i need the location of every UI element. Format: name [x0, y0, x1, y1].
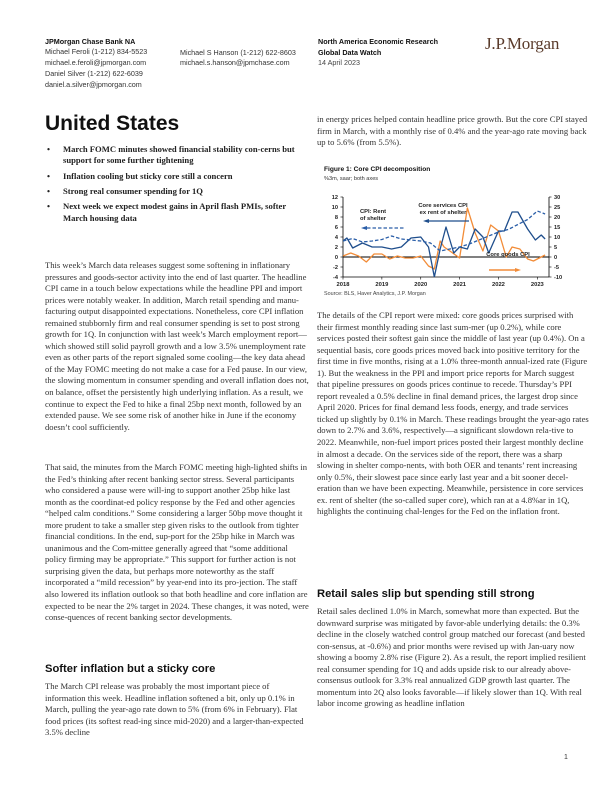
figure-title: Figure 1: Core CPI decomposition — [324, 166, 431, 173]
x-tick-label: 2023 — [530, 282, 544, 288]
left-tick-label: 0 — [334, 255, 338, 261]
key-point-text: Strong real consumer spending for 1Q — [63, 185, 203, 196]
right-tick-label: 15 — [554, 225, 561, 231]
author-email[interactable]: daniel.a.silver@jpmorgan.com — [45, 79, 142, 89]
right-tick-label: 25 — [554, 205, 561, 211]
author-email[interactable]: michael.s.hanson@jpmchase.com — [180, 57, 290, 67]
x-tick-label: 2021 — [453, 282, 467, 288]
key-point-text: March FOMC minutes showed financial stability con-cerns but support for some further tightening — [63, 144, 295, 166]
left-tick-label: 8 — [334, 215, 338, 221]
annotation-rent-of-shelter: of shelter — [359, 216, 387, 222]
left-tick-label: 6 — [334, 225, 338, 231]
bullet-icon: • — [47, 144, 51, 154]
right-tick-label: 10 — [554, 235, 561, 241]
x-tick-label: 2022 — [492, 282, 505, 288]
bullet-icon: • — [47, 185, 51, 196]
arrow-left-icon — [361, 226, 367, 230]
key-point-text: Next week we expect modest gains in April flash PMIs, softer March housing data — [63, 201, 287, 223]
key-point — [45, 201, 310, 223]
annotation-core-services: ex rent of shelter — [419, 210, 467, 216]
x-tick-label: 2018 — [336, 282, 350, 288]
organization-name: JPMorgan Chase Bank NA — [45, 37, 136, 46]
annotation-rent-of-shelter: CPI: Rent — [359, 209, 387, 215]
left-tick-label: -4 — [333, 275, 338, 281]
arrow-right-icon — [515, 268, 521, 272]
bullet-icon: • — [47, 170, 51, 181]
publication-date: 14 April 2023 — [318, 58, 360, 68]
key-point-text: Inflation cooling but sticky core still a concern — [63, 170, 233, 181]
arrow-left-icon — [423, 219, 429, 223]
body-paragraph: That said, the minutes from the March FOMC meeting high-lighted shifts in the Fed’s thinking after recent banking sector stress. Several participants who considered a pause were will-ing to support another 25bp hike last month as the coordinat-ed policy response by the Fed and other agencies “helped calm conditions.” Some considering a larger 50bp move thought it more prudent to take a smaller step given risks to the outlook from tighter financial conditions. In the end, sup-port for the 25bp hike in March was unanimous and the Com-mittee generally agreed that “some additional policy firming may be appropriate.” This support for further action is not surprising given the data, but perhaps more noteworthy as the staff incorporated a “mild recession” by year-end into its pro-jection. The staff also lowered its inflation outlook so that both headline and core inflation are expected to be near the 2% target in 2024. These changes, it was noted, were conse-quences of recent banking sector developments. — [45, 462, 309, 623]
publication-name: Global Data Watch — [318, 47, 382, 57]
right-tick-label: 0 — [554, 255, 558, 261]
figure-source: Source: BLS, Haver Analytics, J.P. Morgan — [324, 291, 426, 297]
left-tick-label: 4 — [334, 235, 338, 241]
core-cpi-chart — [317, 186, 589, 291]
author-name-phone: Michael Feroli (1-212) 834-5523 — [45, 47, 148, 57]
department-name: North America Economic Research — [318, 37, 438, 46]
section-heading-retail-sales: Retail sales slip but spending still strong — [317, 588, 535, 600]
bullet-icon: • — [47, 201, 51, 212]
body-paragraph: The details of the CPI report were mixed: core goods prices surprised with their firmest monthly reading since last sum-mer (up 0.2%), while core services posted their softest gain since the middle of last year (up 0.4%). On a sequential basis, core goods prices moved back into positive territory for the first time in five months, rising at a 1.0% three-month annual-ized rate (Figure 1). But the weakness in the PPI and import price reports for March suggest that pipeline pressures on goods prices continue to recede. Thursday’s PPI report revealed a 0.5% decline in final demand prices, the largest drop since April 2020. Prices for final demand less foods, energy, and trade services ticked up slightly by 0.1% in March. These readings brought the year-ago rates down to 2.7% and 3.6%, respectively—a significant slowdown rela-tive to 2022. Meanwhile, non-fuel import prices posted their largest monthly decline in almost a decade. On the services side of the report, there was a sharp slowing in shelter compo-nents, with both OER and tenants’ rent increasing only 0.5%, their slowest pace since early last year and a bit sooner decel-eration than we have been expecting. Meanwhile, persistence in core services ex. rent of shelter (the so-called super core), which ran at a 4.8%ar in 1Q, highlights the continuing chal-lenges for the Fed on the inflation front. — [317, 310, 589, 517]
body-paragraph: Retail sales declined 1.0% in March, somewhat more than expected. But the downward surprise was mitigated by favor-able underlying details: the 0.3% decline in the closely watched control group matched our forecast (and bested con-sensus, at -0.6%) and prior months were revised up with Jan-uary now showing a boomy 2.8% rise (Figure 2). As a result, the report implied resilient real consumer spending for 1Q and adds upside risk to our already above-consensus outlook for 3.3% real annualized GDP growth last quarter. The momentum into 2Q also looks favorable—if likely slower than 1Q. With real labor income growing as headline inflation — [317, 606, 586, 709]
right-tick-label: 5 — [554, 245, 558, 251]
key-point — [45, 144, 310, 166]
author-block-left — [45, 37, 147, 90]
right-tick-label: 20 — [554, 215, 561, 221]
left-tick-label: 10 — [331, 205, 338, 211]
page-number: 1 — [564, 754, 568, 761]
jpmorgan-logo: J.P.Morgan — [485, 34, 560, 53]
section-heading-softer-inflation: Softer inflation but a sticky core — [45, 663, 216, 675]
annotation-core-services: Core services CPI — [418, 203, 468, 209]
left-tick-label: 2 — [334, 245, 338, 251]
right-tick-label: -5 — [554, 265, 559, 271]
author-name-phone: Michael S Hanson (1-212) 622-8603 — [180, 47, 296, 57]
chart-annotations — [360, 203, 530, 272]
x-tick-label: 2019 — [375, 282, 389, 288]
key-point — [45, 186, 310, 197]
left-tick-label: -2 — [333, 265, 338, 271]
author-email[interactable]: michael.e.feroli@jpmorgan.com — [45, 57, 147, 67]
body-paragraph: The March CPI release was probably the most important piece of information this week. Headline inflation softened a bit, only up 0.1% in March, pulling the year-ago rate down to 5% (from 6% in February). Flat food prices (its softest read-ing since mid-2020) and a larger-than-expected 3.5% decline — [45, 681, 304, 738]
x-tick-label: 2020 — [414, 282, 428, 288]
annotation-core-goods: Core goods CPI — [486, 252, 530, 258]
figure-subtitle: %3m, saar; both axes — [324, 176, 379, 182]
author-name-phone: Daniel Silver (1-212) 622-6039 — [45, 69, 143, 79]
author-block-mid — [180, 48, 296, 69]
page-title: United States — [45, 112, 180, 135]
right-tick-label: 30 — [554, 195, 561, 201]
key-points-list — [45, 144, 310, 228]
publication-block — [318, 37, 438, 69]
key-point — [45, 171, 310, 182]
right-tick-label: -10 — [554, 275, 563, 281]
body-paragraph: This week’s March data releases suggest some softening in inflationary pressures and goods-sector activity into the end of last quarter. The headline CPI came in a touch below expectations while the headline PPI and import prices were notably weaker. In addition, March retail spending and manu-facturing output disappointed expectations. Nonetheless, core CPI inflation remained stubbornly firm and real consumer spending is set to post strong growth for 1Q. In conjunction with last week’s March employment report—which showed still solid payroll growth and a low 3.5% unemployment rate even as other parts of the report signaled some cooling—the key data ahead of the May FOMC meeting do not make a case for a Fed pause. In our view, the slowing momentum in consumer spending and overall inflation does not, on balance, offset the persistently high underlying inflation. As a result, we continue to expect the Fed to hike a final 25bp next month, followed by an extended pause. We see some risk of another hike in June if the economy doesn’t cool sufficiently. — [45, 260, 309, 432]
body-paragraph: in energy prices helped contain headline price growth. But the core CPI stayed firm in March, with a monthly rise of 0.4% and the year-ago rate moving back up to 5.6% (from 5.5%). — [317, 114, 588, 148]
left-tick-label: 12 — [331, 195, 338, 201]
